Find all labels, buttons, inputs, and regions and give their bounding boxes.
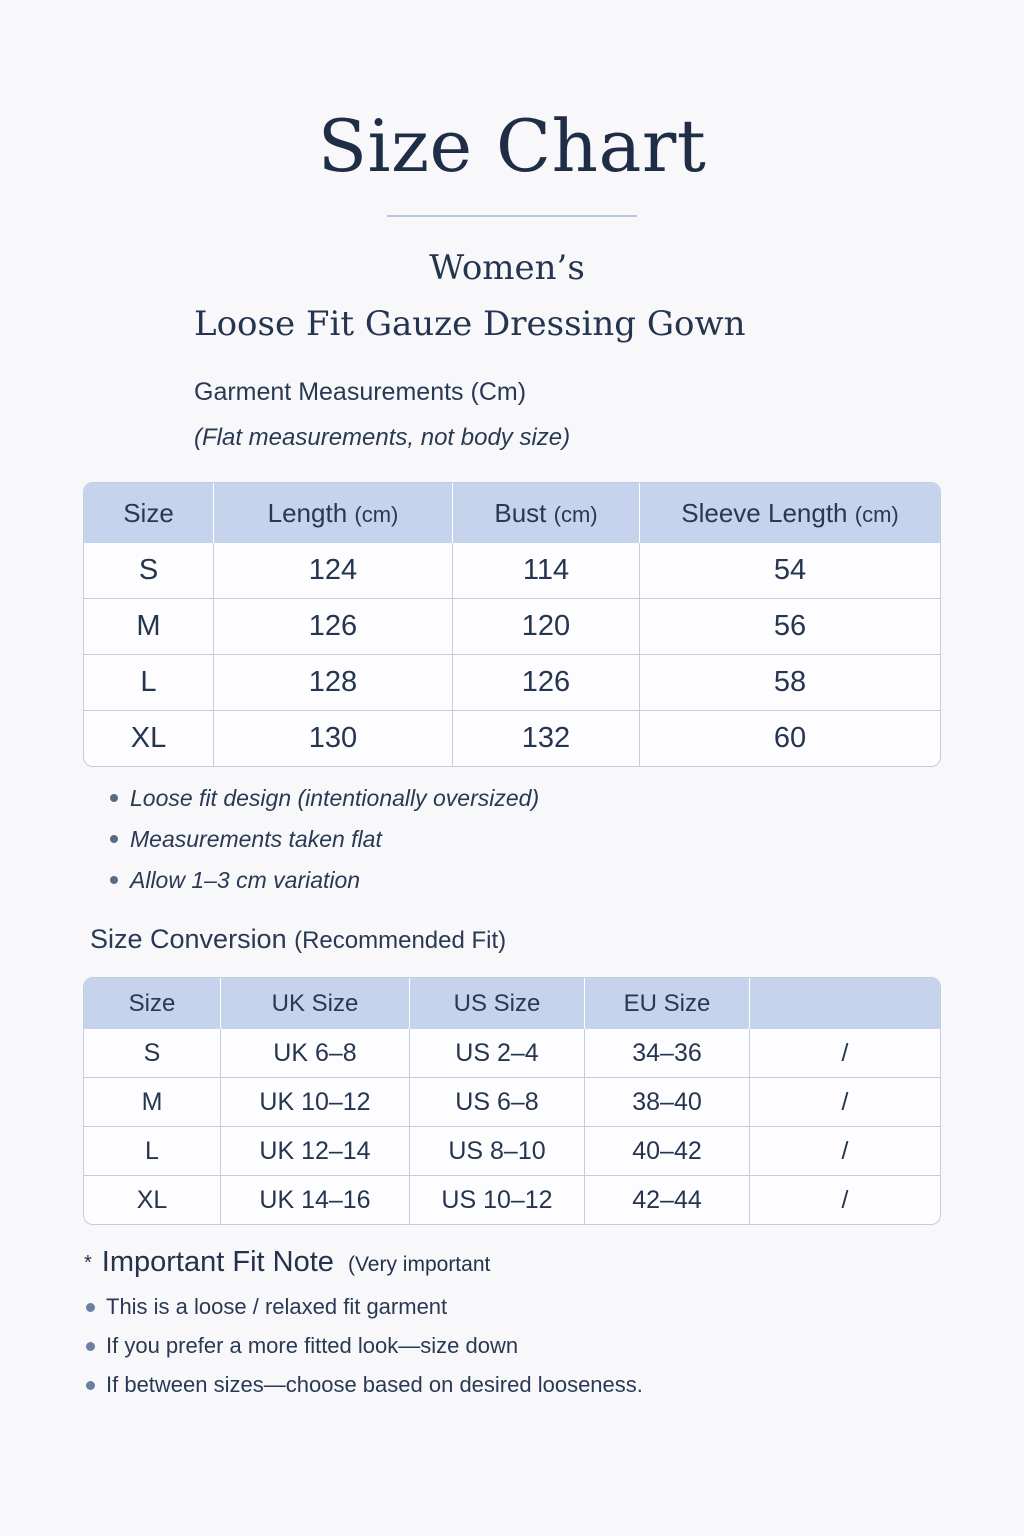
- eu-size-cell: 42–44: [585, 1175, 750, 1224]
- fit-note-title-paren: (Very important: [347, 1253, 491, 1276]
- list-item: Measurements taken flat: [110, 825, 539, 866]
- sleeve-length-cell: 58: [640, 654, 940, 710]
- sleeve-length-cell: 56: [640, 598, 940, 654]
- product-subtitle-line1: Women’s: [429, 248, 585, 288]
- size-cell: L: [84, 1126, 221, 1175]
- extra-cell: /: [750, 1077, 940, 1126]
- measurements-header-size: Size: [84, 483, 214, 543]
- fit-bullet-list: [110, 784, 539, 907]
- us-size-cell: US 6–8: [410, 1077, 585, 1126]
- table-row: [84, 1077, 940, 1126]
- fit-note-title: Important Fit Note: [101, 1246, 334, 1278]
- conversion-title-paren: (Recommended Fit): [294, 927, 507, 954]
- conversion-header-eu: EU Size: [585, 978, 750, 1029]
- fit-note-heading: [84, 1246, 490, 1279]
- size-cell: L: [84, 654, 214, 710]
- title-divider: [387, 215, 637, 217]
- conversion-table: [83, 977, 941, 1225]
- table-row: [84, 1029, 940, 1077]
- measurements-section-title: Garment Measurements (Cm): [194, 378, 527, 406]
- measurements-header-sleeve-length: Sleeve Length (cm): [640, 483, 940, 543]
- uk-size-cell: UK 14–16: [221, 1175, 410, 1224]
- eu-size-cell: 34–36: [585, 1029, 750, 1077]
- eu-size-cell: 38–40: [585, 1077, 750, 1126]
- us-size-cell: US 8–10: [410, 1126, 585, 1175]
- size-cell: M: [84, 1077, 221, 1126]
- bust-cell: 126: [453, 654, 640, 710]
- product-subtitle-line2: Loose Fit Gauze Dressing Gown: [194, 304, 746, 344]
- table-row: [84, 543, 940, 598]
- conversion-header-us: US Size: [410, 978, 585, 1029]
- extra-cell: /: [750, 1175, 940, 1224]
- size-cell: XL: [84, 1175, 221, 1224]
- us-size-cell: US 2–4: [410, 1029, 585, 1077]
- table-row: [84, 1175, 940, 1224]
- conversion-header-blank: [750, 978, 940, 1029]
- sleeve-length-cell: 60: [640, 710, 940, 766]
- bust-cell: 114: [453, 543, 640, 598]
- list-item: If you prefer a more fitted look—size down: [86, 1331, 643, 1370]
- table-row: [84, 654, 940, 710]
- us-size-cell: US 10–12: [410, 1175, 585, 1224]
- size-cell: M: [84, 598, 214, 654]
- list-item: If between sizes—choose based on desired looseness.: [86, 1370, 643, 1409]
- measurements-header-length: Length (cm): [214, 483, 453, 543]
- size-cell: XL: [84, 710, 214, 766]
- measurements-header-bust: Bust (cm): [453, 483, 640, 543]
- eu-size-cell: 40–42: [585, 1126, 750, 1175]
- list-item: Loose fit design (intentionally oversized): [110, 784, 539, 825]
- list-item: This is a loose / relaxed fit garment: [86, 1292, 643, 1331]
- size-cell: S: [84, 1029, 221, 1077]
- uk-size-cell: UK 10–12: [221, 1077, 410, 1126]
- page-title: Size Chart: [317, 104, 707, 188]
- conversion-header-row: [84, 978, 940, 1029]
- list-item: Allow 1–3 cm variation: [110, 866, 539, 907]
- uk-size-cell: UK 6–8: [221, 1029, 410, 1077]
- sleeve-length-cell: 54: [773, 554, 807, 586]
- length-cell: 124: [214, 543, 453, 598]
- conversion-header-size: Size: [84, 978, 221, 1029]
- bust-cell: 132: [453, 710, 640, 766]
- asterisk-icon: *: [84, 1251, 92, 1274]
- uk-size-cell: UK 12–14: [221, 1126, 410, 1175]
- measurements-section-note: (Flat measurements, not body size): [194, 424, 571, 451]
- table-row: [84, 598, 940, 654]
- measurements-header-row: [84, 483, 940, 543]
- bust-cell: 120: [453, 598, 640, 654]
- length-cell: 128: [214, 654, 453, 710]
- table-row: [84, 710, 940, 766]
- measurements-table: [83, 482, 941, 767]
- extra-cell: /: [841, 1038, 849, 1067]
- length-cell: 130: [214, 710, 453, 766]
- conversion-title-text: Size Conversion: [90, 924, 287, 954]
- size-cell: S: [84, 543, 214, 598]
- table-row: [84, 1126, 940, 1175]
- length-cell: 126: [214, 598, 453, 654]
- extra-cell: /: [750, 1126, 940, 1175]
- conversion-header-uk: UK Size: [221, 978, 410, 1029]
- conversion-section-title: [90, 924, 506, 955]
- fit-note-bullet-list: [86, 1292, 643, 1409]
